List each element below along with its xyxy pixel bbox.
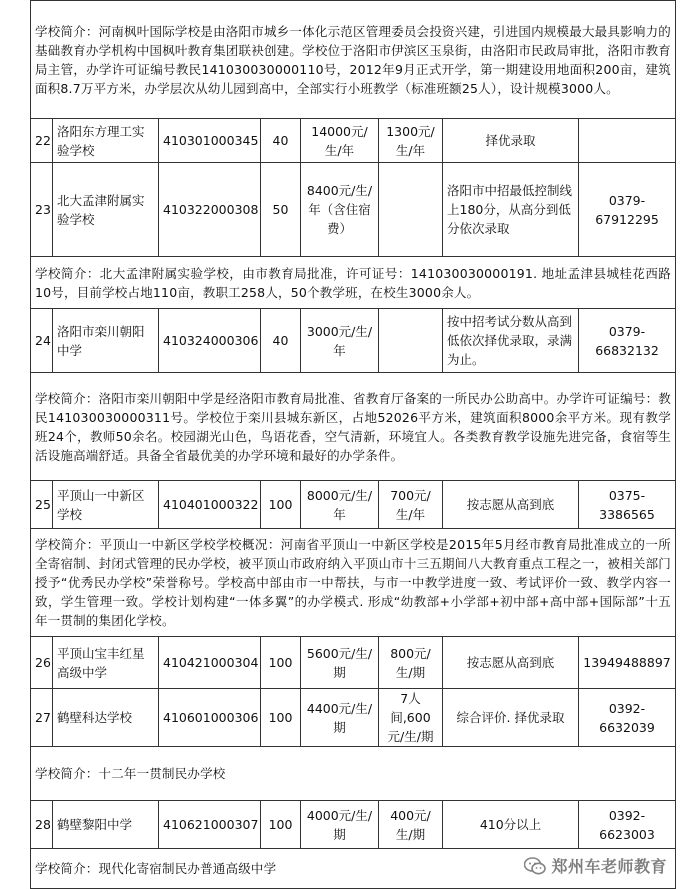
tuition-fee: 8400元/生/年（含住宿费） [301, 163, 379, 257]
row-number: 23 [31, 163, 53, 257]
tuition-fee: 8000元/生/年 [301, 481, 379, 529]
lodging-fee: 700元/生/年 [379, 481, 443, 529]
table-row [31, 163, 676, 257]
school-code: 410322000308 [159, 163, 261, 257]
school-code: 410621000307 [159, 801, 261, 849]
tuition-fee: 5600元/生/期 [301, 637, 379, 689]
admission-policy: 410分以上 [443, 801, 579, 849]
wechat-icon [524, 857, 546, 875]
table-row [31, 637, 676, 689]
lodging-fee [379, 309, 443, 373]
watermark-text: 郑州车老师教育 [551, 857, 667, 876]
enroll-plan: 100 [261, 637, 301, 689]
contact-phone: 0375-3386565 [579, 481, 676, 529]
intro-row [31, 747, 676, 801]
contact-phone: 0379-66832132 [579, 309, 676, 373]
lodging-fee [379, 163, 443, 257]
intro-row [31, 529, 676, 637]
school-code: 410601000306 [159, 689, 261, 747]
lodging-fee: 800元/生/期 [379, 637, 443, 689]
school-name: 洛阳东方理工实验学校 [53, 119, 159, 163]
lodging-fee: 400元/生/期 [379, 801, 443, 849]
table-row [31, 689, 676, 747]
admission-policy: 按志愿从高到底 [443, 481, 579, 529]
admissions-table [30, 0, 676, 889]
row-number: 27 [31, 689, 53, 747]
school-code: 410301000345 [159, 119, 261, 163]
intro-row [31, 1, 676, 119]
table-row [31, 801, 676, 849]
row-number: 25 [31, 481, 53, 529]
school-name: 平顶山一中新区学校 [53, 481, 159, 529]
row-number: 26 [31, 637, 53, 689]
intro-row [31, 373, 676, 481]
admission-policy: 择优录取 [443, 119, 579, 163]
admission-policy: 按志愿从高到底 [443, 637, 579, 689]
school-code: 410401000322 [159, 481, 261, 529]
intro-row [31, 257, 676, 309]
school-intro: 学校简介：十二年一贯制民办学校 [31, 747, 676, 801]
school-name: 鹤壁黎阳中学 [53, 801, 159, 849]
tuition-fee: 4000元/生/期 [301, 801, 379, 849]
enroll-plan: 100 [261, 481, 301, 529]
watermark [524, 854, 667, 877]
row-number: 24 [31, 309, 53, 373]
enroll-plan: 40 [261, 119, 301, 163]
table-row [31, 119, 676, 163]
lodging-fee: 7人间,600元/生/期 [379, 689, 443, 747]
tuition-fee: 14000元/生/年 [301, 119, 379, 163]
table-row [31, 309, 676, 373]
school-intro: 学校简介：平顶山一中新区学校学校概况：河南省平顶山一中新区学校是2015年5月经市教育局批准成立的一所全寄宿制、封闭式管理的民办学校，被平顶山市政府纳入平顶山市十三五期间八大教育重点工程之一，被相关部门授予“优秀民办学校”荣誉称号。学校高中部由市一中帮扶，与市一中教学进度一致、考试评价一致、教学内容一致，学生管理一致。学校计划构建“一体多翼”的办学模式. 形成“幼教部+小学部+初中部+高中部+国际部”十五年一贯制的集团化学校。 [31, 529, 676, 637]
school-code: 410421000304 [159, 637, 261, 689]
school-name: 鹤壁科达学校 [53, 689, 159, 747]
table-row [31, 481, 676, 529]
tuition-fee: 4400元/生/期 [301, 689, 379, 747]
school-intro: 学校简介：北大孟津附属实验学校，由市教育局批准，许可证号：141030030000191. 地址孟津县城桂花西路10号，目前学校占地110亩，教职工258人，50个教学班，在校生3000余人。 [31, 257, 676, 309]
school-intro: 学校简介：洛阳市栾川朝阳中学是经洛阳市教育局批准、省教育厅备案的一所民办公助高中。办学许可证编号：教民141030030000311号。学校位于栾川县城东新区，占地52026平方米，建筑面积8000余平方米。现有教学班24个，教师50余名。校园湖光山色，鸟语花香，空气清新，环境宜人。各类教育教学设施先进完备，食宿等生活设施高端舒适。具备全省最优美的办学环境和最好的办学条件。 [31, 373, 676, 481]
school-name: 洛阳市栾川朝阳中学 [53, 309, 159, 373]
enroll-plan: 50 [261, 163, 301, 257]
school-name: 平顶山宝丰红星高级中学 [53, 637, 159, 689]
school-code: 410324000306 [159, 309, 261, 373]
enroll-plan: 100 [261, 689, 301, 747]
contact-phone: 13949488897 [579, 637, 676, 689]
tuition-fee: 3000元/生/年 [301, 309, 379, 373]
contact-phone: 0379-67912295 [579, 163, 676, 257]
admission-policy: 按中招考试分数从高到低依次择优录取，录满为止。 [443, 309, 579, 373]
contact-phone: 0392-6632039 [579, 689, 676, 747]
enroll-plan: 100 [261, 801, 301, 849]
enroll-plan: 40 [261, 309, 301, 373]
school-name: 北大孟津附属实验学校 [53, 163, 159, 257]
admission-policy: 综合评价. 择优录取 [443, 689, 579, 747]
contact-phone: 0392-6623003 [579, 801, 676, 849]
lodging-fee: 1300元/生/年 [379, 119, 443, 163]
admission-policy: 洛阳市中招最低控制线上180分，从高分到低分依次录取 [443, 163, 579, 257]
school-intro: 学校简介：河南枫叶国际学校是由洛阳市城乡一体化示范区管理委员会投资兴建，引进国内规模最大最具影响力的基础教育办学机构中国枫叶教育集团联袂创建。学校位于洛阳市伊滨区玉泉街，由洛阳市民政局审批，洛阳市教育局主管，办学许可证编号教民141030030000110号，2012年9月正式开学，第一期建设用地面积200亩，建筑面积8.7万平方米，办学层次从幼儿园到高中，全部实行小班教学（标准班额25人），设计规模3000人。 [31, 1, 676, 119]
contact-phone [579, 119, 676, 163]
row-number: 28 [31, 801, 53, 849]
row-number: 22 [31, 119, 53, 163]
school-intro: 学校简介：现代化寄宿制民办普通高级中学 [31, 849, 676, 889]
